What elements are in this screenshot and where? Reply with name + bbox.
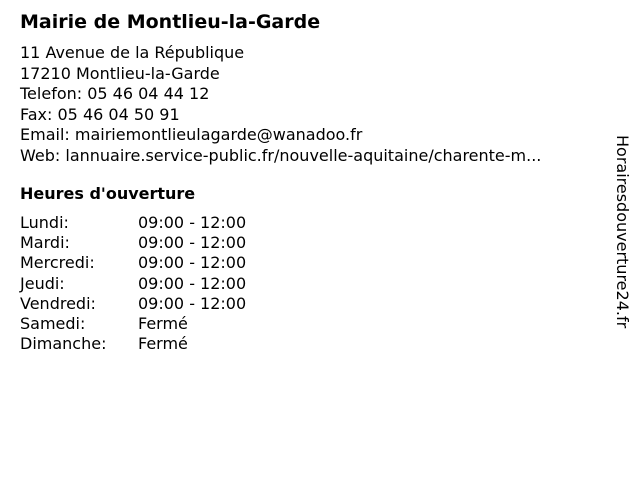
hours-row-friday [20, 294, 246, 314]
phone-label: Telefon: [20, 84, 83, 103]
fax-row [20, 105, 541, 126]
web-link[interactable]: lannuaire.service-public.fr/nouvelle-aquitaine/charente-m... [65, 145, 542, 165]
email-link[interactable]: mairiemontlieulagarde@wanadoo.fr [74, 125, 363, 144]
day-label: Jeudi: [20, 273, 65, 293]
day-hours: 09:00 - 12:00 [138, 273, 247, 293]
opening-hours-table [20, 213, 246, 354]
address-line-1: 11 Avenue de la République [20, 43, 245, 62]
fax-label: Fax: [20, 104, 53, 124]
day-label: Mardi: [20, 233, 70, 253]
site-watermark: Horairesdouverture24.fr [613, 135, 632, 329]
hours-heading: Heures d'ouverture [20, 184, 196, 203]
day-label: Vendredi: [20, 293, 96, 313]
day-hours: Fermé [138, 314, 188, 334]
phone-number[interactable]: 05 46 04 44 12 [87, 84, 210, 103]
phone-row [20, 84, 541, 105]
email-label: Email: [20, 125, 70, 144]
hours-row-saturday [20, 314, 246, 334]
day-label: Dimanche: [20, 334, 107, 354]
web-label: Web: [20, 145, 61, 165]
fax-number: 05 46 04 50 91 [57, 104, 180, 124]
hours-row-wednesday [20, 253, 246, 273]
day-label: Mercredi: [20, 253, 95, 273]
address-line-2: 17210 Montlieu-la-Garde [20, 63, 220, 83]
contact-info [20, 43, 541, 166]
hours-row-tuesday [20, 233, 246, 253]
day-hours: 09:00 - 12:00 [138, 253, 247, 273]
business-name: Mairie de Montlieu-la-Garde [20, 11, 321, 33]
hours-row-sunday [20, 334, 246, 354]
day-hours: 09:00 - 12:00 [138, 293, 247, 313]
day-hours: 09:00 - 12:00 [138, 213, 247, 232]
hours-row-monday [20, 213, 246, 233]
day-label: Lundi: [20, 213, 69, 232]
hours-row-thursday [20, 274, 246, 294]
web-row [20, 146, 541, 167]
day-hours: Fermé [138, 334, 188, 354]
day-hours: 09:00 - 12:00 [138, 233, 247, 253]
email-row [20, 125, 541, 146]
day-label: Samedi: [20, 314, 86, 334]
